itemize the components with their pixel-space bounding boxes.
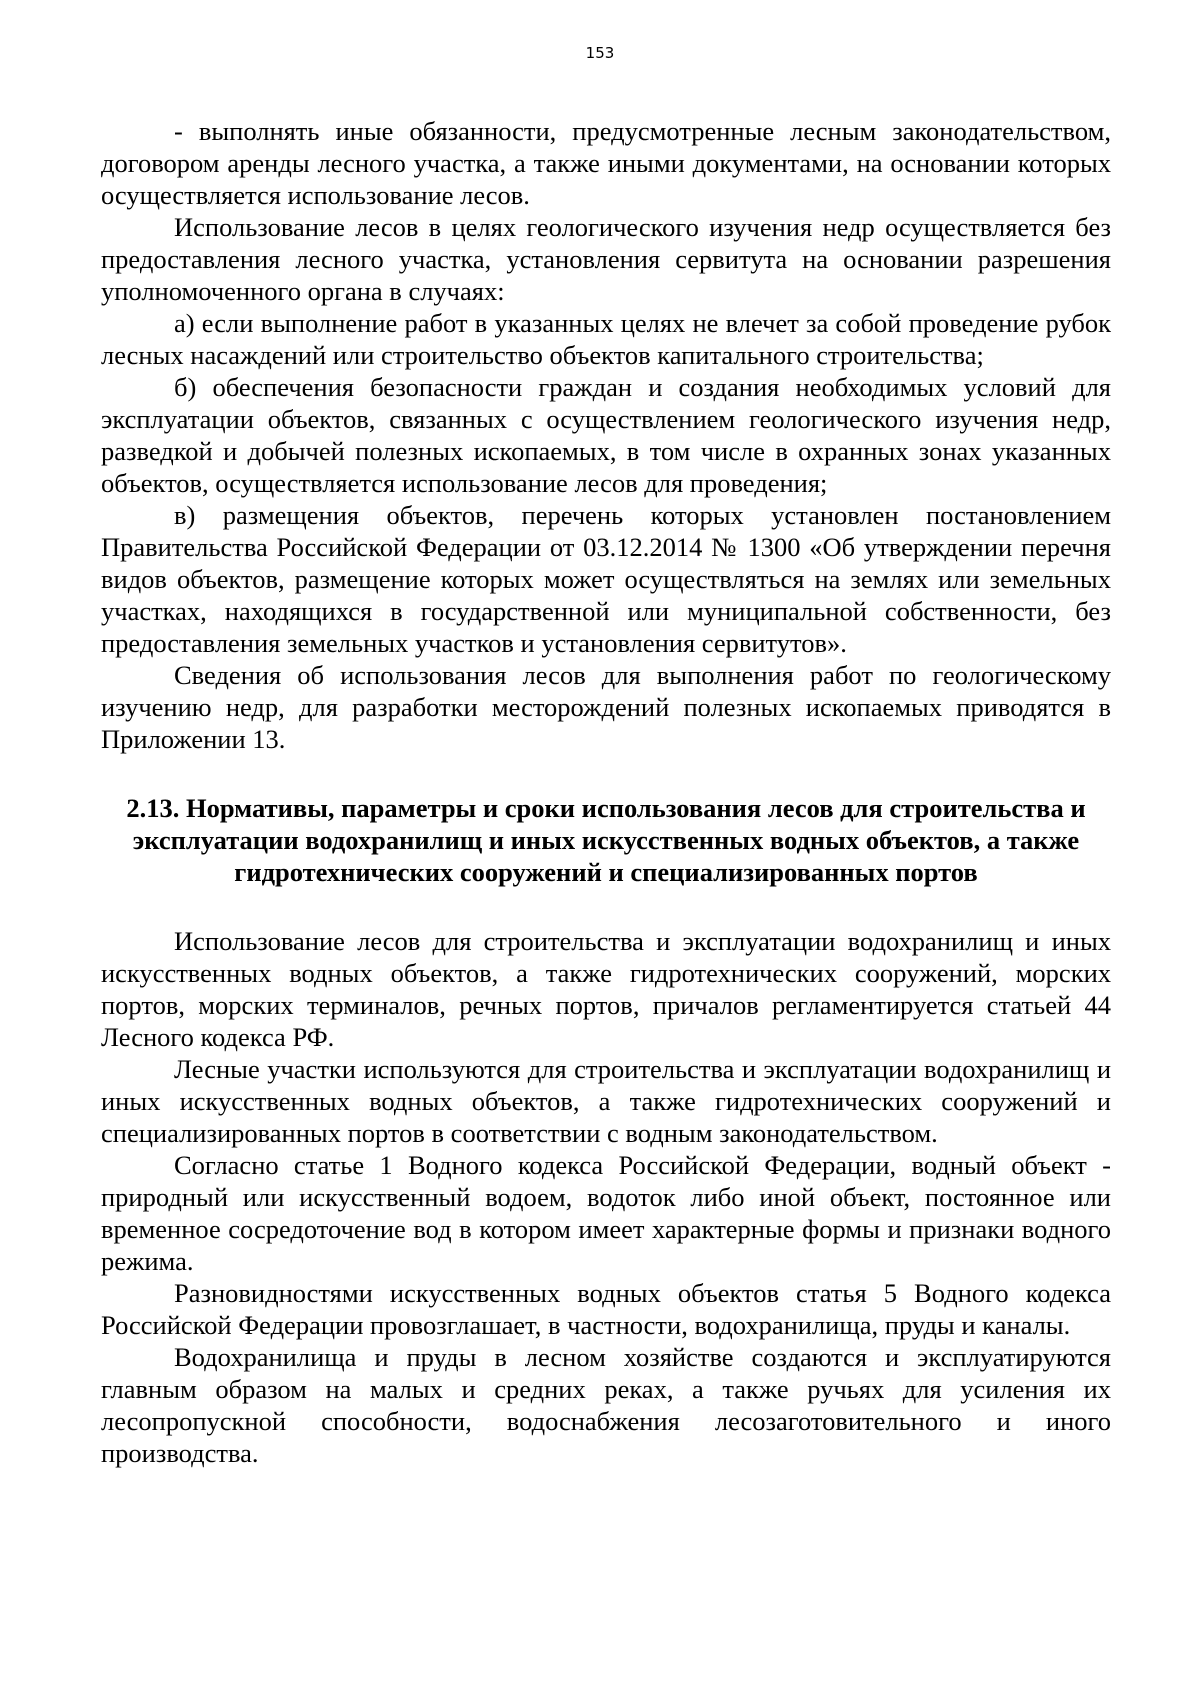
paragraph: Водохранилища и пруды в лесном хозяйстве создаются и эксплуатируются главным образом на малых и средних реках, а также ручьях для усиления их лесопропускной способности, водоснабжения лесозаготовительного и иного производства. (101, 1342, 1111, 1468)
paragraph: Согласно статье 1 Водного кодекса Российской Федерации, водный объект - природный или искусственный водоем, водоток либо иной объект, постоянное или временное сосредоточение вод в котором имеет характерные формы и признаки водного режима. (101, 1150, 1111, 1276)
paragraph: Разновидностями искусственных водных объектов статья 5 Водного кодекса Российской Федерации провозглашает, в частности, водохранилища, пруды и каналы. (101, 1278, 1111, 1340)
paragraph: Лесные участки используются для строительства и эксплуатации водохранилищ и иных искусственных водных объектов, а также гидротехнических сооружений и специализированных портов в соответствии с водным законодательством. (101, 1054, 1111, 1148)
paragraph: - выполнять иные обязанности, предусмотренные лесным законодательством, договором аренды лесного участка, а также иными документами, на основании которых осуществляется использование лесов. (101, 116, 1111, 210)
paragraph: Сведения об использования лесов для выполнения работ по геологическому изучению недр, для разработки месторождений полезных ископаемых приводятся в Приложении 13. (101, 660, 1111, 754)
paragraph: Использование лесов в целях геологического изучения недр осуществляется без предоставления лесного участка, установления сервитута на основании разрешения уполномоченного органа в случаях: (101, 212, 1111, 306)
paragraph: б) обеспечения безопасности граждан и создания необходимых условий для эксплуатации объектов, связанных с осуществлением геологического изучения недр, разведкой и добычей полезных ископаемых, в том числе в охранных зонах указанных объектов, осуществляется использование лесов для проведения; (101, 372, 1111, 498)
paragraph: а) если выполнение работ в указанных целях не влечет за собой проведение рубок лесных насаждений или строительство объектов капитального строительства; (101, 308, 1111, 370)
section-heading: 2.13. Нормативы, параметры и сроки использования лесов для строительства и эксплуатации водохранилищ и иных искусственных водных объектов, а также гидротехнических сооружений и специализированных портов (126, 793, 1086, 887)
paragraph: Использование лесов для строительства и эксплуатации водохранилищ и иных искусственных водных объектов, а также гидротехнических сооружений, морских портов, морских терминалов, речных портов, причалов регламентируется статьей 44 Лесного кодекса РФ. (101, 926, 1111, 1052)
page-number: 153 (585, 44, 615, 62)
paragraph: в) размещения объектов, перечень которых установлен постановлением Правительства Российской Федерации от 03.12.2014 № 1300 «Об утверждении перечня видов объектов, размещение которых может осуществляться на землях или земельных участках, находящихся в государственной или муниципальной собственности, без предоставления земельных участков и установления сервитутов». (101, 500, 1111, 658)
document-body (101, 115, 1111, 1469)
